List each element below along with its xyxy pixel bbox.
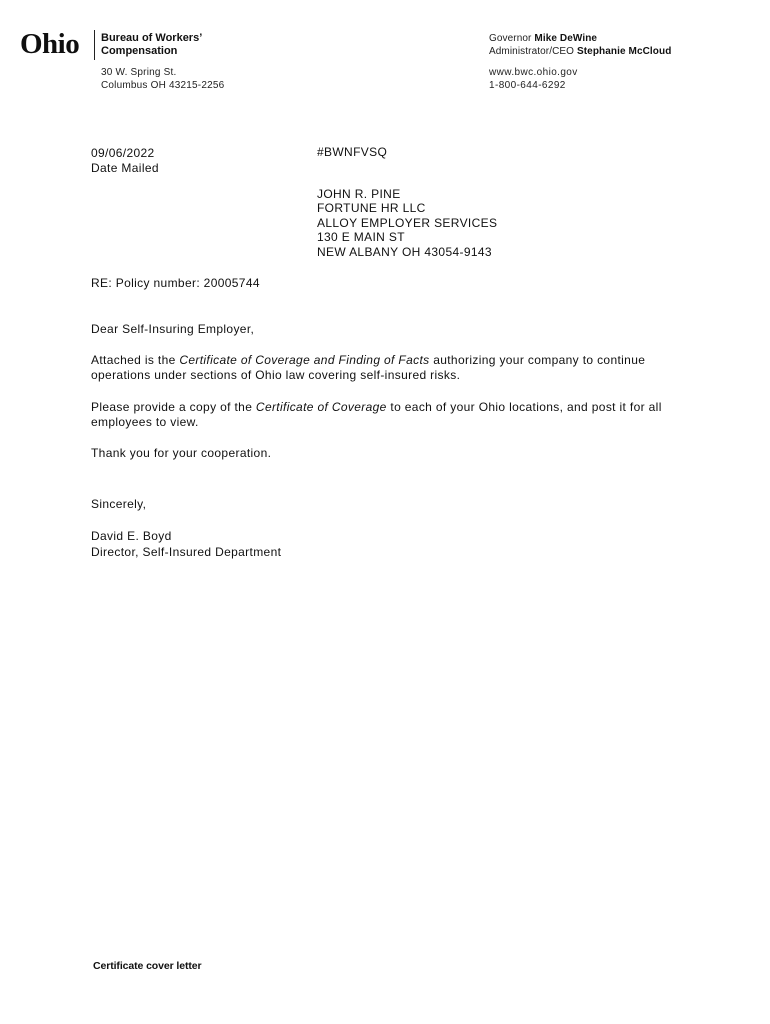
- recipient-line: NEW ALBANY OH 43054-9143: [317, 244, 492, 259]
- p2-before: Please provide a copy of the: [91, 400, 256, 414]
- officials: [489, 32, 671, 58]
- paragraph-line: employees to view.: [91, 415, 199, 429]
- signer-name: David E. Boyd: [91, 529, 172, 543]
- logo-divider: [94, 30, 95, 60]
- paragraph-line: [91, 353, 701, 368]
- p2-after: to each of your Ohio locations, and post it for all: [386, 400, 662, 414]
- governor-line: [489, 32, 671, 45]
- paragraph-provide-copy: [91, 400, 701, 430]
- website: www.bwc.ohio.gov: [489, 67, 578, 78]
- date-label: Date Mailed: [91, 161, 159, 175]
- certificate-title: Certificate of Coverage and Finding of Facts: [179, 353, 430, 367]
- address-line2: Columbus OH 43215-2256: [101, 80, 225, 91]
- tracking-code: #BWNFVSQ: [317, 145, 388, 159]
- paragraph-line: operations under sections of Ohio law covering self-insured risks.: [91, 368, 461, 382]
- administrator-line: [489, 45, 671, 58]
- administrator-title: Administrator/CEO: [489, 46, 575, 57]
- recipient-address: [317, 187, 497, 259]
- certificate-title-short: Certificate of Coverage: [255, 400, 387, 414]
- re-policy-line: RE: Policy number: 20005744: [91, 276, 260, 290]
- footer-label: Certificate cover letter: [93, 960, 202, 972]
- agency-name-line1: Bureau of Workers’: [101, 32, 203, 44]
- recipient-line: 130 E MAIN ST: [317, 230, 405, 245]
- p1-before: Attached is the: [91, 353, 180, 367]
- phone: 1-800-644-6292: [489, 80, 566, 91]
- recipient-line: FORTUNE HR LLC: [317, 201, 426, 216]
- agency-name: [101, 32, 202, 58]
- recipient-line: ALLOY EMPLOYER SERVICES: [317, 215, 498, 230]
- agency-contact: [489, 66, 578, 92]
- paragraph-attached: [91, 353, 701, 383]
- closing: Sincerely,: [91, 497, 147, 511]
- agency-address: [101, 66, 224, 92]
- p1-after: authorizing your company to continue: [429, 353, 646, 367]
- signer-title: Director, Self-Insured Department: [91, 545, 282, 559]
- paragraph-line: [91, 400, 701, 415]
- signature-block: [91, 528, 281, 560]
- address-line1: 30 W. Spring St.: [101, 67, 177, 78]
- ohio-logo: Ohio: [20, 28, 80, 60]
- mail-date: 09/06/2022: [91, 146, 155, 160]
- governor-name: Mike DeWine: [534, 33, 598, 44]
- agency-name-line2: Compensation: [101, 45, 178, 57]
- administrator-name: Stephanie McCloud: [576, 46, 672, 57]
- paragraph-thanks: Thank you for your cooperation.: [91, 446, 272, 460]
- date-block: [91, 146, 159, 176]
- governor-title: Governor: [489, 33, 532, 44]
- recipient-line: JOHN R. PINE: [317, 187, 401, 201]
- salutation: Dear Self-Insuring Employer,: [91, 322, 255, 336]
